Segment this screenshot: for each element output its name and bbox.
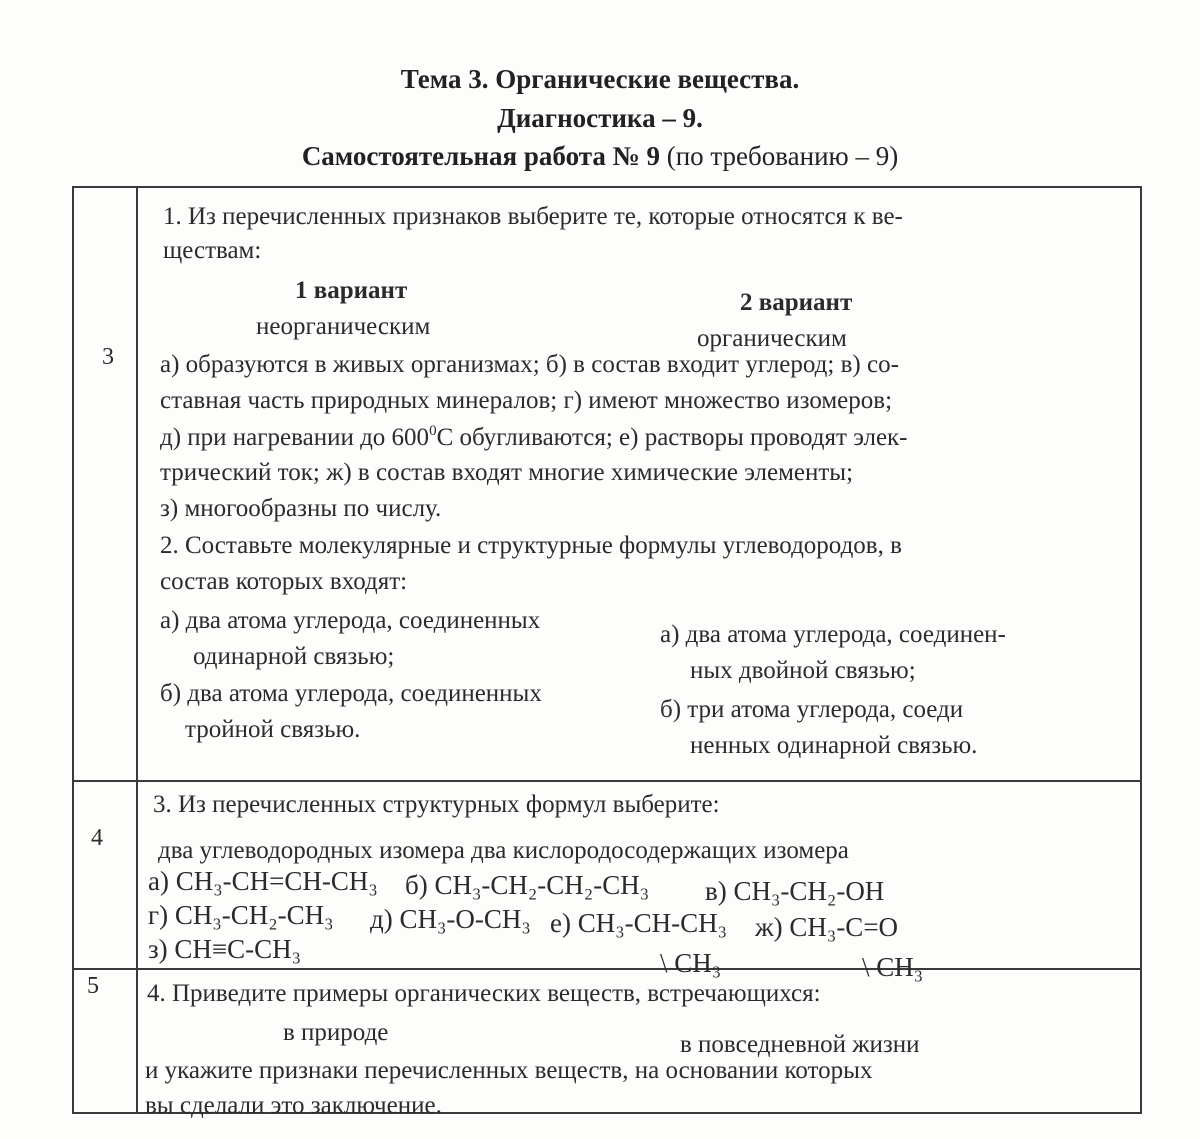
formula-a: а) CH₃-CH=CH-CH₃ xyxy=(148,866,378,896)
task1-options-line1: а) образуются в живых организмах; б) в состав входит углерод; в) со- xyxy=(160,351,899,378)
task3-question-line2: два углеводородных изомера два кислородосодержащих изомера xyxy=(158,837,849,864)
task4-question-line3: вы сделали это заключение. xyxy=(145,1092,442,1119)
task2-question-line1: 2. Составьте молекулярные и структурные формулы углеводородов, в xyxy=(160,532,902,559)
row-divider-4-5 xyxy=(72,968,1142,970)
formula-b: б) CH₃-CH₂-CH₂-CH₃ xyxy=(405,870,650,900)
task3-question-line1: 3. Из перечисленных структурных формул выберите: xyxy=(153,791,720,818)
column-divider xyxy=(136,186,138,1114)
task2-right-b-line1: б) три атома углерода, соеди xyxy=(660,696,964,723)
work-title-main: Самостоятельная работа № 9 xyxy=(301,141,660,171)
variant1-subtitle: неорганическим xyxy=(256,313,431,340)
variant2-title: 2 вариант xyxy=(740,289,853,316)
formula-g-branch: \ CH₃ xyxy=(862,952,924,982)
task1-options-line2: ставная часть природных минералов; г) имеют множество изомеров; xyxy=(160,387,893,414)
task4-column-nature: в природе xyxy=(283,1019,389,1046)
diagnostic-title: Диагностика – 9. xyxy=(497,103,703,133)
formula-f: е) CH₃-CH-CH₃ xyxy=(550,908,728,938)
task2-left-b-line1: б) два атома углерода, соединенных xyxy=(160,680,542,707)
row-number-4: 4 xyxy=(91,825,103,851)
row-divider-3-4 xyxy=(72,780,1142,782)
task1-options-line3-start: д) при нагревании до 600 xyxy=(160,424,430,451)
topic-title: Тема 3. Органические вещества. xyxy=(400,64,800,94)
task4-question-line1: 4. Приведите примеры органических веществ, встречающихся: xyxy=(147,980,821,1007)
task2-right-a-line1: а) два атома углерода, соединен- xyxy=(660,621,1006,648)
formula-d: г) CH₃-CH₂-CH₃ xyxy=(148,900,334,930)
task2-question-line2: состав которых входят: xyxy=(160,568,408,595)
task2-left-b-line2: тройной связью. xyxy=(185,716,361,743)
formula-h: з) CH≡C-CH₃ xyxy=(148,934,302,964)
task4-question-line2: и укажите признаки перечисленных веществ, на основании которых xyxy=(145,1057,873,1084)
formula-c: в) CH₃-CH₂-OH xyxy=(705,876,885,906)
work-title-note: (по требованию – 9) xyxy=(666,141,899,171)
task1-options-line3-end: С обугливаются; е) растворы проводят элек- xyxy=(436,424,908,451)
task2-left-a-line1: а) два атома углерода, соединенных xyxy=(160,607,541,634)
variant1-title: 1 вариант xyxy=(295,277,408,304)
task1-options-line5: з) многообразны по числу. xyxy=(160,495,442,522)
formula-e: д) CH₃-O-CH₃ xyxy=(370,904,531,934)
row-number-3: 3 xyxy=(102,344,114,370)
task2-left-a-line2: одинарной связью; xyxy=(193,643,395,670)
work-title xyxy=(0,141,1200,172)
task1-options-line3 xyxy=(160,424,908,450)
variant2-subtitle: органическим xyxy=(697,325,847,352)
task4-column-everyday: в повседневной жизни xyxy=(680,1031,920,1058)
task2-right-b-line2: ненных одинарной связью. xyxy=(690,732,978,759)
formula-g: ж) CH₃-C=O xyxy=(755,912,899,942)
task2-right-a-line2: ных двойной связью; xyxy=(690,657,916,684)
task1-question-line2: ществам: xyxy=(163,237,262,264)
task1-options-line4: трический ток; ж) в состав входят многие химические элементы; xyxy=(160,459,854,486)
degree-superscript: 0 xyxy=(429,423,437,439)
row-number-5: 5 xyxy=(87,973,99,999)
formula-f-branch: \ CH₃ xyxy=(660,948,722,978)
task1-question-line1: 1. Из перечисленных признаков выберите те, которые относятся к ве- xyxy=(163,203,903,230)
